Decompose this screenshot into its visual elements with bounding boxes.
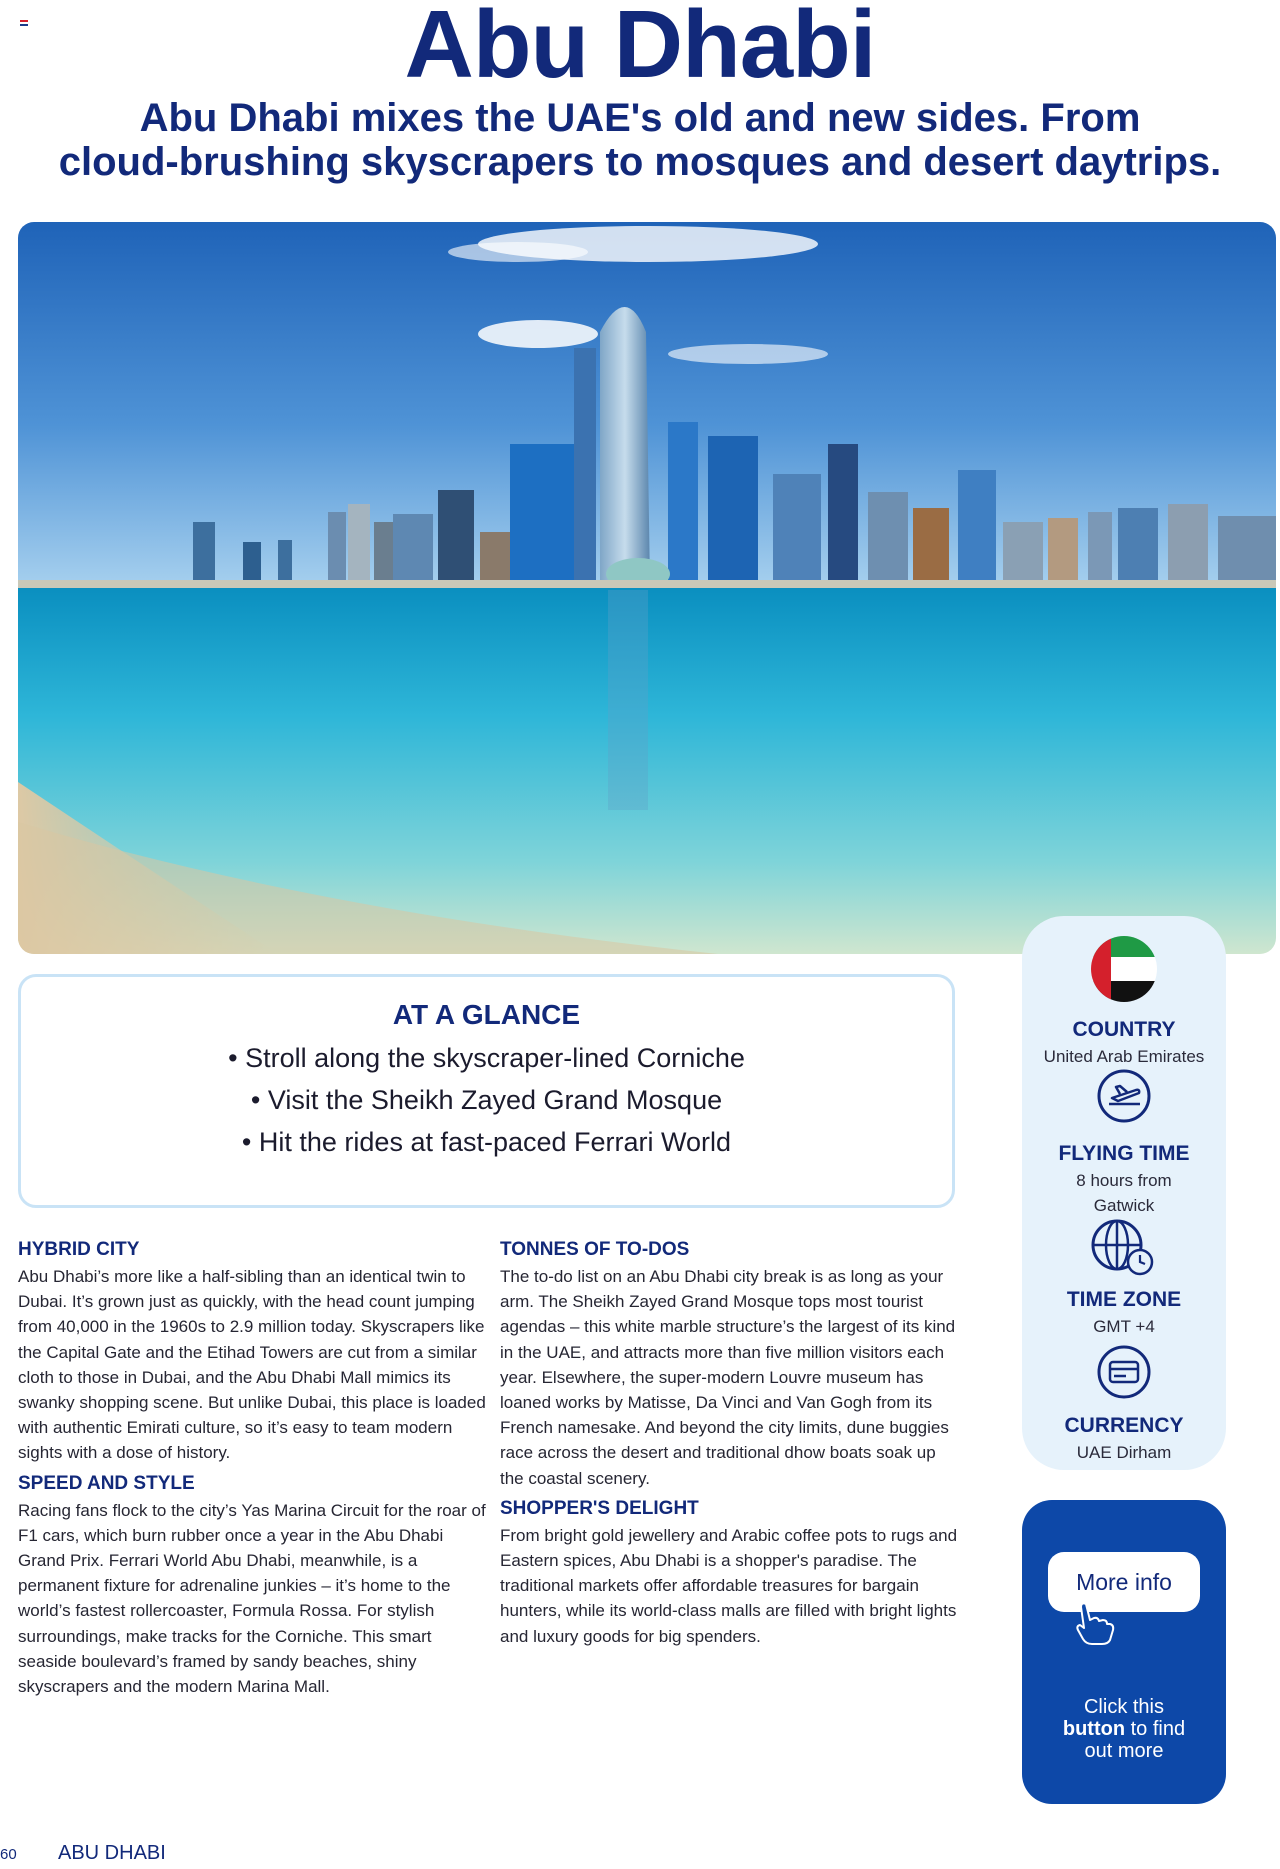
time-zone-label: TIME ZONE — [1066, 1288, 1182, 1311]
more-info-panel — [1022, 1500, 1226, 1804]
flying-time-value-line-2: Gatwick — [1093, 1196, 1155, 1215]
speed-and-style-heading: SPEED AND STYLE — [18, 1472, 195, 1494]
right-column — [500, 1238, 960, 1655]
page-title: Abu Dhabi — [404, 0, 876, 98]
uae-flag-icon — [1089, 934, 1159, 1004]
plane-icon — [1096, 1068, 1152, 1124]
footer-section-name: ABU DHABI — [58, 1842, 166, 1864]
cta-text-line-3: out more — [1084, 1740, 1164, 1762]
time-zone-value: GMT +4 — [1093, 1317, 1155, 1336]
list-item: • Stroll along the skyscraper-lined Corniche — [21, 1037, 952, 1079]
tonnes-of-todos-body: The to-do list on an Abu Dhabi city break is as long as your arm. The Sheikh Zayed Grand Mosque tops most tourist agendas – this white marble structure’s the largest of its kind in the UAE, and attracts more than five million visitors each year. Elsewhere, the super-modern Louvre museum has loaned works by Matisse, Da Vinci and Van Gogh from its French namesake. And beyond the city limits, dune buggies race across the desert and traditional dhow boats soak up the coastal scenery. — [500, 1267, 956, 1488]
key-facts-panel — [1022, 916, 1226, 1470]
at-a-glance-box — [18, 974, 955, 1208]
city-skyline-photo-icon — [18, 222, 1276, 954]
left-column — [18, 1238, 488, 1705]
card-icon — [1096, 1344, 1152, 1400]
shoppers-delight-heading: SHOPPER'S DELIGHT — [500, 1497, 699, 1519]
speed-and-style-body: Racing fans flock to the city’s Yas Marina Circuit for the roar of F1 cars, which burn rubber once a year in the Abu Dhabi Grand Prix. Ferrari World Abu Dhabi, meanwhile, is a permanent fixture for adrenaline junkies – it’s home to the world’s fastest rollercoaster, Formula Rossa. For stylish surroundings, make tracks for the Corniche. This smart seaside boulevard’s framed by sandy beaches, shiny skyscrapers and the modern Marina Mall. — [18, 1500, 486, 1697]
country-label: COUNTRY — [1072, 1018, 1176, 1041]
cta-text-line-1: Click this — [1083, 1696, 1164, 1718]
country-value: United Arab Emirates — [1043, 1047, 1205, 1066]
page-subtitle — [40, 96, 1240, 184]
pointing-hand-icon — [1072, 1600, 1116, 1646]
cta-instructions — [1032, 1696, 1216, 1762]
currency-value: UAE Dirham — [1076, 1443, 1172, 1462]
cta-text-line-2 — [1032, 1718, 1216, 1740]
shoppers-delight-body: From bright gold jewellery and Arabic coffee pots to rugs and Eastern spices, Abu Dhabi is a shopper's paradise. The traditional markets offer affordable treasures for bargain hunters, while its world-class malls are filled with bright lights and luxury goods for big spenders. — [500, 1525, 958, 1646]
globe-clock-icon — [1090, 1218, 1154, 1276]
cta-text-line-2-rest: to find — [1125, 1718, 1186, 1740]
tonnes-of-todos-heading: TONNES OF TO-DOS — [500, 1239, 690, 1260]
more-info-button[interactable]: More info — [1048, 1552, 1200, 1612]
currency-label: CURRENCY — [1064, 1414, 1184, 1437]
hybrid-city-body: Abu Dhabi’s more like a half-sibling than an identical twin to Dubai. It’s grown just as quickly, with the head count jumping from 40,000 in the 1960s to 2.9 million today. Skyscrapers like the Capital Gate and the Etihad Towers are cut from a similar cloth to those in Dubai, and the Abu Dhabi Mall mimics its swanky shopping scene. But unlike Dubai, this place is loaded with authentic Emirati culture, so it’s easy to team modern sights with a dose of history. — [18, 1267, 486, 1463]
hero-image — [18, 222, 1276, 954]
hybrid-city-heading: HYBRID CITY — [18, 1239, 140, 1260]
list-item: • Hit the rides at fast-paced Ferrari World — [21, 1121, 952, 1163]
subtitle-line-1: Abu Dhabi mixes the UAE's old and new sides. From — [139, 96, 1141, 140]
flying-time-label: FLYING TIME — [1058, 1142, 1190, 1165]
subtitle-line-2: cloud-brushing skyscrapers to mosques and desert daytrips. — [58, 140, 1222, 184]
at-a-glance-list — [21, 1037, 952, 1163]
at-a-glance-heading: AT A GLANCE — [392, 999, 581, 1030]
page-number: 60 — [0, 1846, 17, 1863]
cta-text-bold: button — [1062, 1718, 1126, 1740]
flying-time-value-line-1: 8 hours from — [1076, 1171, 1172, 1190]
list-item: • Visit the Sheikh Zayed Grand Mosque — [21, 1079, 952, 1121]
